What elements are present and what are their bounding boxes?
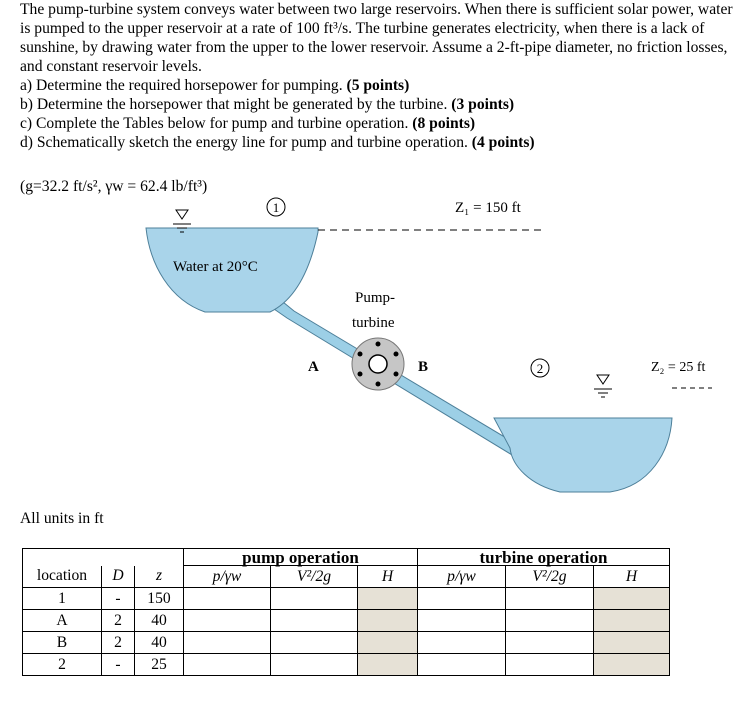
point-b-label: B [418, 359, 429, 375]
cell-turbine-pressure-head[interactable] [418, 654, 506, 676]
pump-turbine-label-line1: Pump- [355, 290, 396, 306]
cell-turbine-velocity-head[interactable] [506, 588, 594, 610]
cell-turbine-pressure-head[interactable] [418, 588, 506, 610]
header-pump-velocity-head: V²/2g [271, 566, 358, 588]
cell-pump-velocity-head[interactable] [271, 654, 358, 676]
table-header-row [23, 566, 670, 588]
cell-z: 40 [135, 632, 184, 654]
cell-pump-velocity-head[interactable] [271, 588, 358, 610]
cell-z: 25 [135, 654, 184, 676]
cell-turbine-pressure-head[interactable] [418, 632, 506, 654]
cell-d: - [102, 654, 135, 676]
problem-intro: The pump-turbine system conveys water between two large reservoirs. When there is sufficient solar power, water is pumped to the upper reservoir at a rate of 100 ft³/s. The turbine generates electricity, when there is a lack of sunshine, by drawing water from the upper to the lower reservoir. Assume a 2-ft-pipe diameter, no friction losses, and constant reservoir levels. [20, 1, 733, 75]
cell-turbine-pressure-head[interactable] [418, 610, 506, 632]
part-a: a) Determine the required horsepower for pumping. (5 points) [20, 77, 410, 94]
pump-turbine-label-line2: turbine [352, 315, 395, 331]
cell-pump-total-head[interactable] [358, 610, 418, 632]
part-b: b) Determine the horsepower that might be generated by the turbine. (3 points) [20, 96, 515, 113]
header-turbine-total-head: H [594, 566, 670, 588]
cell-turbine-total-head[interactable] [594, 654, 670, 676]
cell-turbine-total-head[interactable] [594, 610, 670, 632]
turbine-operation-header: turbine operation [418, 549, 670, 566]
units-note: All units in ft [20, 510, 104, 527]
cell-d: 2 [102, 632, 135, 654]
cell-turbine-total-head[interactable] [594, 632, 670, 654]
table-row [23, 654, 670, 676]
pump-operation-header: pump operation [184, 549, 418, 566]
cell-location: 1 [23, 588, 102, 610]
cell-turbine-velocity-head[interactable] [506, 654, 594, 676]
given-constants: (g=32.2 ft/s², γw = 62.4 lb/ft³) [20, 178, 208, 195]
pump-turbine-symbol [352, 338, 404, 390]
water-label: Water at 20°C [173, 259, 258, 275]
table-group-header-row [23, 549, 670, 566]
cell-pump-pressure-head[interactable] [184, 588, 271, 610]
cell-pump-total-head[interactable] [358, 588, 418, 610]
cell-pump-pressure-head[interactable] [184, 610, 271, 632]
cell-turbine-velocity-head[interactable] [506, 632, 594, 654]
results-table [22, 548, 670, 676]
water-surface-symbol-lower [594, 375, 612, 397]
header-pump-pressure-head: p/γw [184, 566, 271, 588]
header-turbine-velocity-head: V²/2g [506, 566, 594, 588]
cell-location: 2 [23, 654, 102, 676]
cell-z: 150 [135, 588, 184, 610]
cell-pump-pressure-head[interactable] [184, 654, 271, 676]
header-location: location [23, 566, 102, 588]
table-row [23, 610, 670, 632]
cell-pump-total-head[interactable] [358, 632, 418, 654]
z1-label: Z₁ = 150 ft [455, 200, 521, 216]
cell-z: 40 [135, 610, 184, 632]
cell-turbine-total-head[interactable] [594, 588, 670, 610]
point-a-label: A [308, 359, 319, 375]
header-d: D [102, 566, 135, 588]
cell-location: A [23, 610, 102, 632]
z2-label: Z₂ = 25 ft [651, 360, 706, 375]
cell-pump-velocity-head[interactable] [271, 610, 358, 632]
cell-pump-total-head[interactable] [358, 654, 418, 676]
cell-location: B [23, 632, 102, 654]
cell-d: 2 [102, 610, 135, 632]
cell-d: - [102, 588, 135, 610]
lower-reservoir [494, 418, 672, 492]
cell-pump-velocity-head[interactable] [271, 632, 358, 654]
point-1-label: 1 [272, 200, 280, 215]
table-row [23, 632, 670, 654]
header-turbine-pressure-head: p/γw [418, 566, 506, 588]
cell-pump-pressure-head[interactable] [184, 632, 271, 654]
part-c: c) Complete the Tables below for pump and turbine operation. (8 points) [20, 115, 476, 132]
header-pump-total-head: H [358, 566, 418, 588]
header-z: z [135, 566, 184, 588]
table-row [23, 588, 670, 610]
point-2-label: 2 [536, 361, 544, 376]
cell-turbine-velocity-head[interactable] [506, 610, 594, 632]
part-d: d) Schematically sketch the energy line for pump and turbine operation. (4 points) [20, 134, 535, 151]
